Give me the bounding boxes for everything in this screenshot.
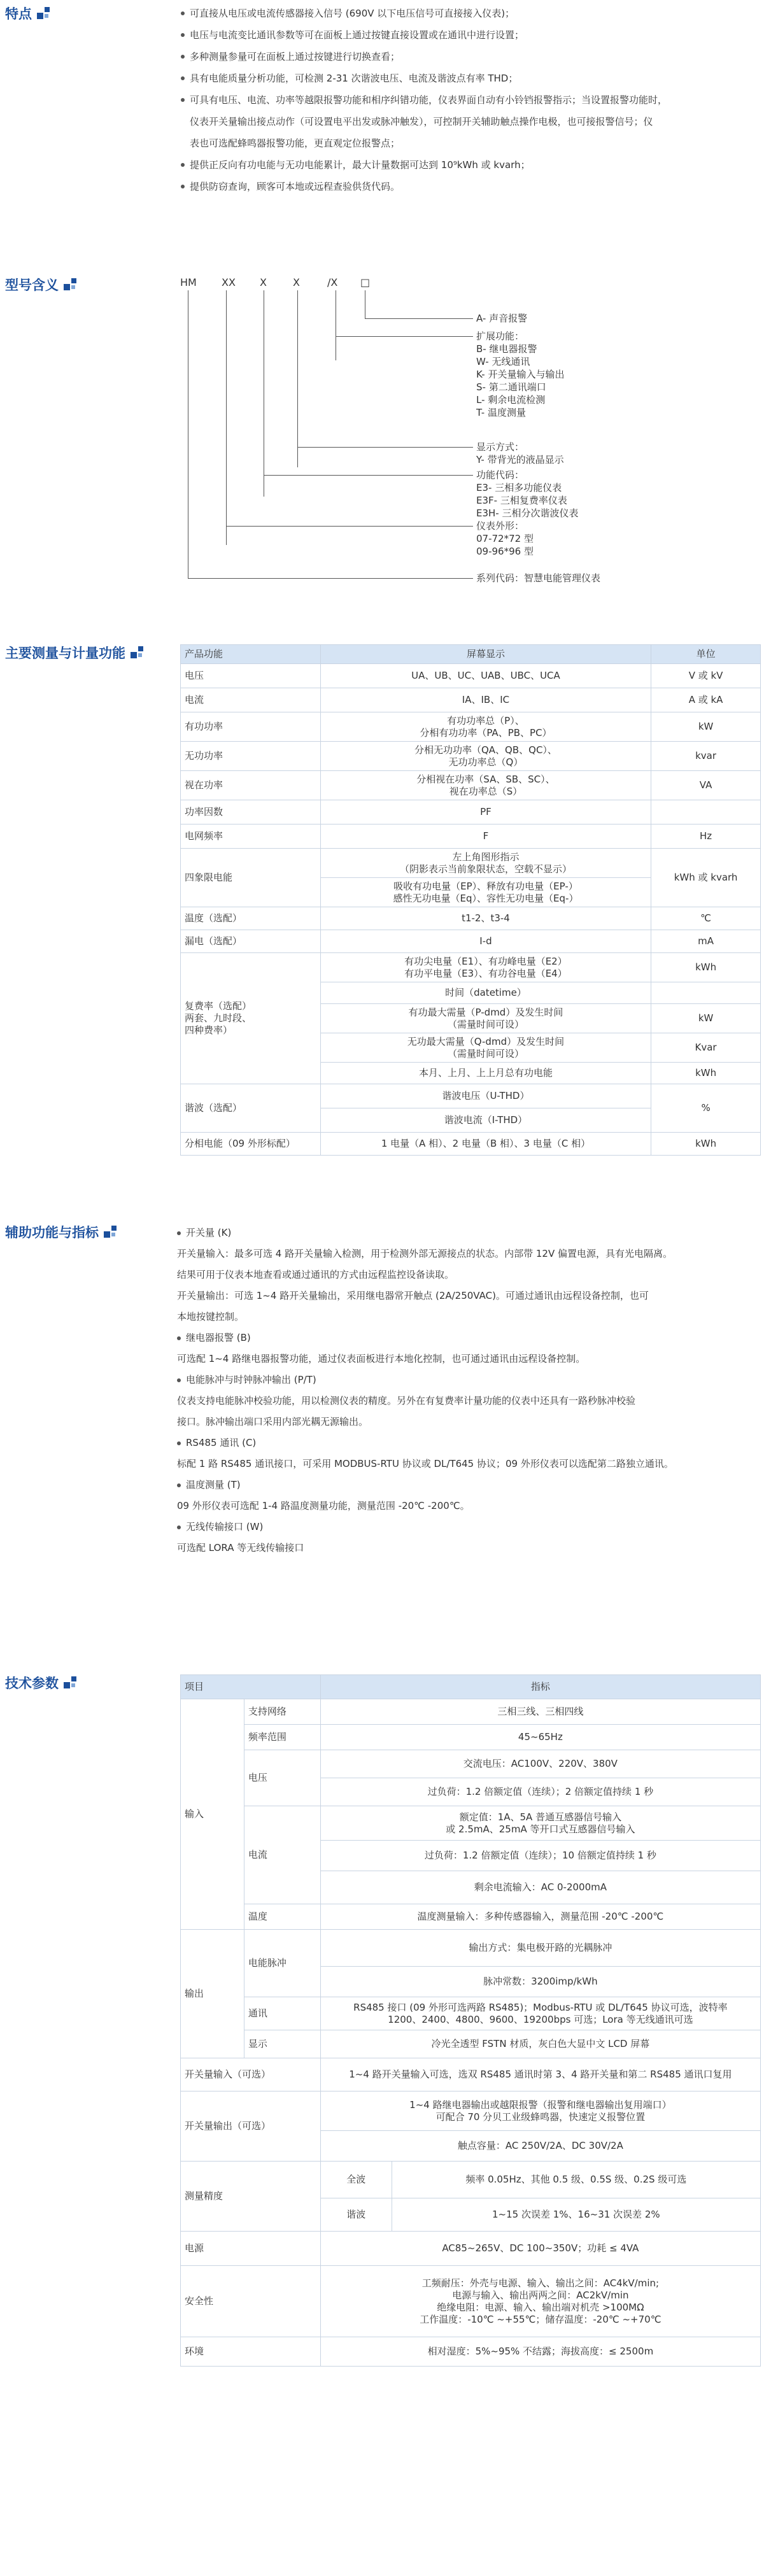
square-logo-icon: [131, 646, 145, 659]
cell: AC85~265V、DC 100~350V；功耗 ≤ 4VA: [320, 2232, 760, 2266]
bullet-icon: [177, 1525, 181, 1529]
cell: [320, 953, 651, 982]
table-row: [181, 1133, 761, 1156]
desc-line: 仪表外形：: [476, 520, 525, 532]
desc-line: T- 温度测量: [476, 407, 526, 418]
cell: 1~4 路开关量输入可选，选双 RS485 通讯时第 3、4 路开关量和第二 RS485 通讯口复用: [320, 2058, 760, 2091]
cell: kW: [651, 712, 761, 742]
aux-text: 开关量输出：可选 1~4 路开关量输出，采用继电器常开触点 (2A/250VAC)。可通过通讯由远程设备控制，也可: [177, 1290, 649, 1301]
cell: %: [651, 1084, 761, 1133]
table-row: [181, 664, 761, 688]
cell: 温度: [244, 1904, 320, 1930]
cell: 相对湿度：5%~95% 不结露；海拔高度：≤ 2500m: [320, 2337, 760, 2367]
table-row: [181, 742, 761, 771]
line: [264, 475, 473, 476]
aux-text: 开关量输入：最多可选 4 路开关量输入检测，用于检测外部无源接点的状态。内部带 12V 偏置电源，具有光电隔离。: [177, 1248, 672, 1259]
cell-line: 视在功率总（S）: [449, 785, 523, 797]
list-item: 多种测量参量可在面板上通过按键进行切换查看；: [181, 46, 760, 67]
list-item: 提供防窃查询，顾客可本地或远程查验供货代码。: [181, 176, 760, 197]
table-row: [181, 2162, 761, 2198]
cell: 频率范围: [244, 1725, 320, 1750]
bullet-icon: [177, 1231, 181, 1235]
cell: 支持网络: [244, 1699, 320, 1725]
cell: 输出方式：集电极开路的光耦脉冲: [320, 1930, 760, 1967]
desc-line: 07-72*72 型: [476, 533, 534, 544]
tech-title-text: 技术参数: [5, 1676, 59, 1691]
code-hm: HM: [180, 276, 197, 288]
model-section: [0, 267, 764, 624]
cell: 通讯: [244, 1997, 320, 2030]
desc-func: [476, 469, 578, 520]
measure-title: [5, 643, 145, 662]
square-logo-icon: [104, 1226, 118, 1238]
desc-line: K- 开关量输入与输出: [476, 369, 565, 380]
table-row: [181, 2091, 761, 2131]
cell: Hz: [651, 824, 761, 849]
cell: kWh: [651, 1133, 761, 1156]
cell: 冷光全透型 FSTN 材质，灰白色大显中文 LCD 屏幕: [320, 2030, 760, 2058]
list-item-cont: 仪表开关量输出接点动作（可设置电平出发或脉冲触发），可控制开关辅助触点操作电极，也可接报警信号；仪: [190, 116, 653, 127]
model-title-text: 型号含义: [5, 278, 59, 293]
cell: UA、UB、UC、UAB、UBC、UCA: [320, 664, 651, 688]
cell: 温度（选配）: [181, 907, 321, 930]
list-item: 提供正反向有功电能与无功电能累计，最大计量数据可达到 10⁹kWh 或 kvarh；: [181, 154, 760, 176]
features-title-text: 特点: [5, 6, 32, 22]
cell: 时间（datetime）: [320, 982, 651, 1004]
cell: Kvar: [651, 1033, 761, 1063]
desc-shape: [476, 520, 534, 558]
cell: 电能脉冲: [244, 1930, 320, 1997]
cell-line: 可配合 70 分贝工业级蜂鸣器，快速定义报警位置: [435, 2111, 646, 2123]
cell-line: （需量时间可设）: [447, 1018, 524, 1030]
table-row: [181, 824, 761, 849]
square-logo-icon: [64, 278, 78, 291]
cell: kWh 或 kvarh: [651, 849, 761, 907]
cell: 输出: [181, 1930, 244, 2058]
desc-line: E3- 三相多功能仪表: [476, 482, 562, 493]
cell: 有功功率: [181, 712, 321, 742]
cell-line: 有功功率总（P）、: [447, 714, 525, 726]
table-row: [181, 953, 761, 982]
cell-line: 有功平电量（E3）、有功谷电量（E4）: [404, 967, 567, 979]
aux-text: 结果可用于仪表本地查看或通过通讯的方式由远程监控设备读取。: [177, 1269, 455, 1280]
line: [297, 447, 473, 448]
cell-line: 复费率（选配）: [185, 1000, 252, 1012]
table-row: [181, 1750, 761, 1778]
code-xx: XX: [222, 276, 236, 288]
desc-alarm: [476, 312, 527, 325]
aux-heading: [177, 1327, 763, 1348]
cell: [320, 2091, 760, 2131]
aux-body: [177, 1222, 763, 1559]
desc-ext: [476, 330, 564, 419]
cell: 无功功率: [181, 742, 321, 771]
line: [297, 290, 298, 467]
cell: kWh: [651, 1063, 761, 1084]
cell-line: 分相有功功率（PA、PB、PC）: [420, 726, 552, 739]
desc-line: E3H- 三相分次谐波仪表: [476, 507, 579, 519]
tech-table: [180, 1674, 761, 2367]
cell: 三相三线、三相四线: [320, 1699, 760, 1725]
table-row: [181, 2266, 761, 2337]
cell: IA、IB、IC: [320, 688, 651, 712]
cell: 电流: [181, 688, 321, 712]
desc-series: [476, 572, 600, 584]
cell: [320, 1033, 651, 1063]
model-title: [5, 275, 78, 294]
cell: 视在功率: [181, 771, 321, 800]
table-row: [181, 800, 761, 824]
list-item: 电压与电流变比通讯参数等可在面板上通过按键直接设置或在通讯中进行设置；: [181, 24, 760, 46]
desc-line: 功能代码：: [476, 469, 525, 481]
cell: 电网频率: [181, 824, 321, 849]
list-item: 可具有电压、电流、功率等越限报警功能和相序纠错功能，仪表界面自动有小铃铛报警指示；当设置报警功能时，: [181, 89, 760, 111]
cell: kWh: [651, 953, 761, 982]
cell: 谐波: [320, 2198, 392, 2232]
aux-heading: [177, 1369, 763, 1391]
table-row: [181, 1725, 761, 1750]
cell: 本月、上月、上上月总有功电能: [320, 1063, 651, 1084]
desc-line: 扩展功能：: [476, 330, 525, 342]
line: [188, 578, 473, 579]
code-x1: X: [260, 276, 267, 288]
table-row: [181, 1997, 761, 2030]
list-item: 具有电能质量分析功能，可检测 2-31 次谐波电压、电流及谐波点有率 THD；: [181, 67, 760, 89]
table-header: 项目: [181, 1675, 321, 1699]
aux-title: [5, 1222, 118, 1242]
aux-heading: [177, 1475, 763, 1496]
cell: [651, 982, 761, 1004]
cell: 触点容量：AC 250V/2A、DC 30V/2A: [320, 2131, 760, 2162]
aux-text: 电能脉冲与时钟脉冲输出 (P/T): [186, 1374, 316, 1385]
desc-line: A- 声音报警: [476, 313, 528, 324]
table-header: 指标: [320, 1675, 760, 1699]
cell: 电源: [181, 2232, 321, 2266]
desc-line: S- 第二通讯端口: [476, 381, 546, 393]
code-x2: X: [293, 276, 300, 288]
desc-line: 09-96*96 型: [476, 546, 534, 557]
measure-section: [0, 643, 764, 1178]
cell: 输入: [181, 1699, 244, 1930]
cell-line: 1~4 路继电器输出或越限报警（报警和继电器输出复用端口）: [409, 2098, 672, 2111]
cell: 1 电量（A 相）、2 电量（B 相）、3 电量（C 相）: [320, 1133, 651, 1156]
cell: 电压: [181, 664, 321, 688]
aux-text: 继电器报警 (B): [186, 1332, 251, 1343]
table-row: [181, 849, 761, 878]
desc-line: L- 剩余电流检测: [476, 394, 546, 406]
tech-title: [5, 1673, 78, 1692]
cell-line: 电源与输入、输出两两之间：AC2kV/min: [452, 2289, 629, 2301]
table-header: 单位: [651, 645, 761, 664]
cell: 电流: [244, 1806, 320, 1904]
cell: PF: [320, 800, 651, 824]
tech-section: [0, 1673, 764, 2571]
cell-line: 两套、九时段、: [185, 1012, 252, 1024]
aux-section: [0, 1222, 764, 1643]
table-row: [181, 688, 761, 712]
aux-text: 可选配 LORA 等无线传输接口: [177, 1542, 304, 1553]
cell: 电压: [244, 1750, 320, 1806]
cell: [320, 1997, 760, 2030]
cell: 谐波（选配）: [181, 1084, 321, 1133]
desc-line: E3F- 三相复费率仪表: [476, 495, 567, 506]
cell-line: 四种费率）: [185, 1024, 233, 1036]
cell: [320, 712, 651, 742]
cell: V 或 kV: [651, 664, 761, 688]
cell: [320, 742, 651, 771]
cell: kvar: [651, 742, 761, 771]
cell: 温度测量输入：多种传感器输入，测量范围 -20℃ -200℃: [320, 1904, 760, 1930]
table-row: [181, 1699, 761, 1725]
cell-line: 有功最大需量（P-dmd）及发生时间: [408, 1006, 563, 1018]
desc-line: W- 无线通讯: [476, 356, 530, 367]
table-row: [181, 1904, 761, 1930]
cell: 四象限电能: [181, 849, 321, 907]
cell-line: （阴影表示当前象限状态，空载不显示）: [399, 863, 572, 875]
cell: [181, 953, 321, 1084]
bullet-icon: [177, 1336, 181, 1340]
features-section: [0, 0, 764, 242]
line: [336, 336, 473, 337]
cell: I-d: [320, 930, 651, 953]
bullet-icon: [177, 1441, 181, 1445]
aux-text: 本地按键控制。: [177, 1311, 244, 1322]
cell: [320, 878, 651, 907]
code-x3: /X: [327, 276, 338, 288]
cell-line: 吸收有功电量（EP）、释放有功电量（EP-）: [393, 880, 578, 892]
cell: ℃: [651, 907, 761, 930]
measure-title-text: 主要测量与计量功能: [5, 646, 125, 661]
cell: VA: [651, 771, 761, 800]
cell-line: 左上角图形指示: [452, 851, 520, 863]
cell-line: 绝缘电阻：电源、输入、输出端对机壳 >100MΩ: [437, 2301, 644, 2313]
aux-text: 接口。脉冲输出端口采用内部光耦无源输出。: [177, 1416, 369, 1427]
cell: 谐波电压（U-THD）: [320, 1084, 651, 1108]
aux-heading: [177, 1517, 763, 1538]
aux-text: 仪表支持电能脉冲校验功能，用以检测仪表的精度。另外在有复费率计量功能的仪表中还具有一路秒脉冲校验: [177, 1395, 636, 1406]
table-row: [181, 2337, 761, 2367]
bullet-icon: [177, 1483, 181, 1487]
cell: 45~65Hz: [320, 1725, 760, 1750]
code-box: □: [360, 276, 371, 288]
cell-line: RS485 接口 (09 外形可选两路 RS485)；Modbus-RTU 或 DL/T645 协议可选，波特率: [353, 2001, 728, 2013]
desc-line: Y- 带背光的液晶显示: [476, 454, 564, 465]
table-row: [181, 2232, 761, 2266]
cell: 漏电（选配）: [181, 930, 321, 953]
table-row: [181, 1806, 761, 1841]
aux-heading: [177, 1433, 763, 1454]
cell-line: 工频耐压：外壳与电源、输入、输出之间：AC4kV/min;: [421, 2277, 660, 2289]
cell: mA: [651, 930, 761, 953]
cell: 过负荷：1.2 倍额定值（连续）；2 倍额定值持续 1 秒: [320, 1778, 760, 1806]
features-list: [181, 3, 760, 197]
aux-heading: [177, 1222, 763, 1243]
cell: 过负荷：1.2 倍额定值（连续）；10 倍额定值持续 1 秒: [320, 1841, 760, 1871]
desc-display: [476, 441, 564, 466]
cell: [320, 771, 651, 800]
table-row: [181, 2030, 761, 2058]
cell: [320, 1004, 651, 1033]
cell: 环境: [181, 2337, 321, 2367]
cell: 显示: [244, 2030, 320, 2058]
cell-line: 工作温度：-10℃ ~+55℃；储存温度：-20℃ ~+70℃: [420, 2313, 661, 2325]
cell-line: 分相视在功率（SA、SB、SC）、: [416, 773, 555, 785]
cell: t1-2、t3-4: [320, 907, 651, 930]
desc-line: 系列代码：智慧电能管理仪表: [476, 572, 601, 584]
list-item-cont: 表也可选配蜂鸣器报警功能，更直观定位报警点；: [190, 138, 400, 149]
cell: 1~15 次误差 1%、16~31 次误差 2%: [392, 2198, 760, 2232]
cell: 交流电压：AC100V、220V、380V: [320, 1750, 760, 1778]
cell: [320, 2266, 760, 2337]
cell: 剩余电流输入：AC 0-2000mA: [320, 1871, 760, 1904]
aux-text: 开关量 (K): [186, 1227, 232, 1238]
cell-line: 无功功率总（Q）: [448, 756, 523, 768]
table-row: [181, 930, 761, 953]
cell: 测量精度: [181, 2162, 321, 2232]
cell: 频率 0.05Hz、其他 0.5 级、0.5S 级、0.2S 级可选: [392, 2162, 760, 2198]
desc-line: 显示方式：: [476, 441, 525, 453]
aux-text: 09 外形仪表可选配 1-4 路温度测量功能，测量范围 -20℃ -200℃。: [177, 1500, 470, 1511]
square-logo-icon: [64, 1676, 78, 1689]
cell: A 或 kA: [651, 688, 761, 712]
cell-line: 有功尖电量（E1）、有功峰电量（E2）: [404, 955, 567, 967]
cell-line: 感性无功电量（Eq）、容性无功电量（Eq-）: [393, 892, 579, 904]
list-item: 可直接从电压或电流传感器接入信号 (690V 以下电压信号可直接接入仪表)；: [181, 3, 760, 24]
square-logo-icon: [37, 7, 51, 20]
cell: 谐波电流（I-THD）: [320, 1108, 651, 1133]
cell-line: （需量时间可设）: [447, 1047, 524, 1059]
cell: 功率因数: [181, 800, 321, 824]
cell-line: 无功最大需量（Q-dmd）及发生时间: [407, 1035, 565, 1047]
cell-line: 额定值：1A、5A 普通互感器信号输入: [459, 1811, 622, 1823]
table-row: [181, 1084, 761, 1108]
aux-text: 可选配 1~4 路继电器报警功能，通过仪表面板进行本地化控制，也可通过通讯由远程设备控制。: [177, 1353, 586, 1364]
line: [226, 526, 473, 527]
cell: F: [320, 824, 651, 849]
cell: 脉冲常数：3200imp/kWh: [320, 1967, 760, 1997]
measure-table: [180, 644, 761, 1156]
line: [365, 318, 473, 319]
cell: 分相电能（09 外形标配）: [181, 1133, 321, 1156]
table-row: [181, 771, 761, 800]
table-row: [181, 907, 761, 930]
cell: 开关量输出（可选）: [181, 2091, 321, 2162]
bullet-icon: [177, 1378, 181, 1382]
cell: 安全性: [181, 2266, 321, 2337]
cell: kW: [651, 1004, 761, 1033]
cell-line: 1200、2400、4800、9600、19200bps 可选；Lora 等无线通讯可选: [388, 2013, 693, 2025]
aux-text: 标配 1 路 RS485 通讯接口，可采用 MODBUS-RTU 协议或 DL/T645 协议；09 外形仪表可以选配第二路独立通讯。: [177, 1458, 674, 1469]
aux-text: 无线传输接口 (W): [186, 1521, 264, 1532]
table-row: [181, 2058, 761, 2091]
table-header: 产品功能: [181, 645, 321, 664]
cell: [320, 849, 651, 878]
cell: 全波: [320, 2162, 392, 2198]
cell: [651, 800, 761, 824]
cell: 开关量输入（可选）: [181, 2058, 321, 2091]
cell: [320, 1806, 760, 1841]
table-row: [181, 712, 761, 742]
aux-text: RS485 通讯 (C): [186, 1437, 257, 1448]
table-header: 屏幕显示: [320, 645, 651, 664]
aux-title-text: 辅助功能与指标: [5, 1225, 99, 1240]
features-title: [5, 4, 51, 23]
table-row: [181, 1930, 761, 1967]
desc-line: B- 继电器报警: [476, 343, 537, 355]
line: [226, 290, 227, 545]
cell-line: 或 2.5mA、25mA 等开口式互感器信号输入: [446, 1823, 635, 1835]
cell-line: 分相无功功率（QA、QB、QC）、: [414, 744, 557, 756]
aux-text: 温度测量 (T): [186, 1479, 241, 1490]
